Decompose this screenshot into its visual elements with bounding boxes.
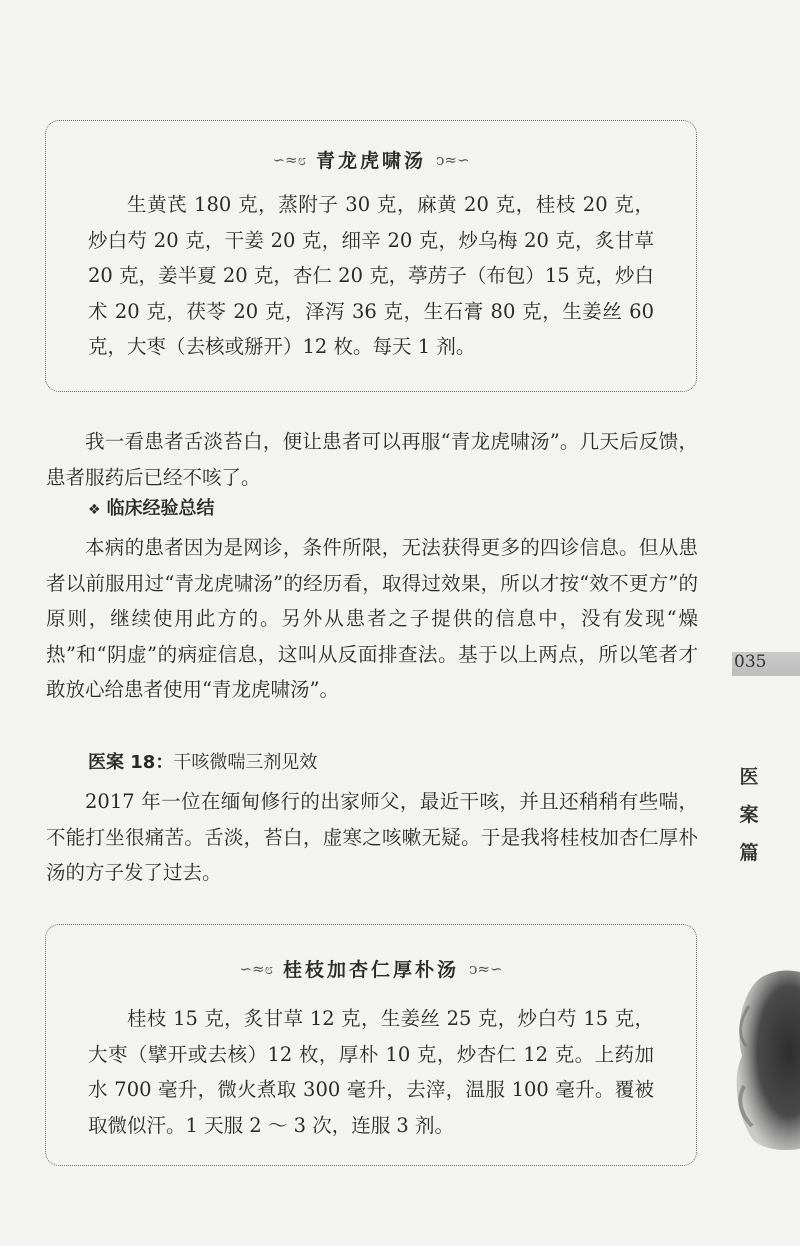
prescription-title-text: 桂枝加杏仁厚朴汤 — [282, 959, 459, 981]
case-label: 医案 18： — [88, 752, 174, 773]
paragraph-summary — [46, 530, 698, 708]
section-heading — [88, 494, 215, 520]
case-heading — [88, 748, 317, 774]
page-number: 035 — [734, 652, 767, 672]
section-heading-text: 临床经验总结 — [106, 498, 215, 519]
prescription-text: 生黄芪 180 克，蒸附子 30 克，麻黄 20 克，桂枝 20 克，炒白芍 20 克，干姜 20 克，细辛 20 克，炒乌梅 20 克，炙甘草 20 克，姜半夏 20 克，杏仁 20 克，葶苈子（布包）15 克，炒白术 20 克，茯苓 20 克，泽泻 36 克，生石膏 80 克，生姜丝 60 克，大枣（去核或掰开）12 枚。每天 1 剂。 — [88, 193, 654, 358]
prescription-body — [88, 187, 654, 365]
paragraph-text: 本病的患者因为是网诊，条件所限，无法获得更多的四诊信息。但从患者以前服用过“青龙虎啸汤”的经历看，取得过效果，所以才按“效不更方”的原则，继续使用此方的。另外从患者之子提供的信息中，没有发现“燥热”和“阴虚”的病症信息，这叫从反面排查法。基于以上两点，所以笔者才敢放心给患者使用“青龙虎啸汤”。 — [46, 536, 698, 701]
case-title: 干咳微喘三剂见效 — [173, 752, 318, 773]
paragraph-text: 我一看患者舌淡苔白，便让患者可以再服“青龙虎啸汤”。几天后反馈，患者服药后已经不咳了。 — [46, 430, 698, 489]
prescription-box-guizhi — [45, 924, 697, 1166]
prescription-box-qinglong — [45, 120, 697, 392]
ornament-right-icon: ↄ≈∽ — [469, 959, 503, 978]
prescription-title — [46, 955, 696, 982]
prescription-title-text: 青龙虎啸汤 — [315, 150, 426, 172]
prescription-text: 桂枝 15 克，炙甘草 12 克，生姜丝 25 克，炒白芍 15 克，大枣（擘开或去核）12 枚，厚朴 10 克，炒杏仁 12 克。上药加水 700 毫升，微火煮取 300 毫升，去滓，温服 100 毫升。覆被取微似汗。1 天服 2 ～ 3 次，连服 3 剂。 — [88, 1007, 654, 1137]
paragraph-followup — [46, 424, 698, 495]
paragraph-text: 2017 年一位在缅甸修行的出家师父，最近干咳，并且还稍稍有些喘，不能打坐很痛苦。舌淡，苔白，虚寒之咳嗽无疑。于是我将桂枝加杏仁厚朴汤的方子发了过去。 — [46, 790, 698, 884]
ornament-left-icon: ∽≈೮ — [272, 150, 306, 169]
ink-wash-decoration — [724, 966, 800, 1156]
diamond-bullet-icon: ❖ — [88, 502, 101, 518]
prescription-title — [46, 146, 696, 173]
ornament-right-icon: ↄ≈∽ — [436, 150, 470, 169]
ornament-left-icon: ∽≈೮ — [239, 959, 273, 978]
prescription-body — [88, 1001, 654, 1143]
paragraph-case — [46, 784, 698, 891]
chapter-side-title: 医案篇 — [739, 766, 759, 864]
